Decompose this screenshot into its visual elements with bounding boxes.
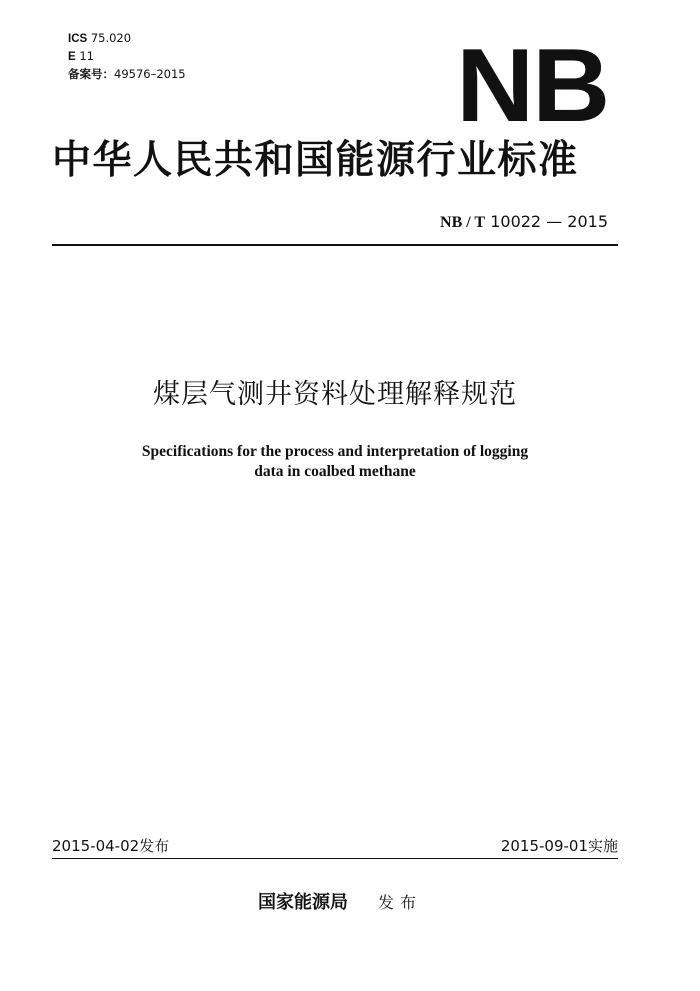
record-line [68, 66, 186, 84]
standard-code [440, 212, 608, 232]
class-line [68, 48, 186, 66]
implement-date: 2015-09-01实施 [500, 837, 618, 855]
record-label: 备案号： [68, 69, 114, 81]
class-value: 11 [79, 49, 94, 63]
issuer-action: 发布 [377, 893, 422, 912]
top-divider [52, 244, 618, 246]
title-en-line1: Specifications for the process and interpretation of logging [141, 443, 529, 460]
release-date: 2015-04-02发布 [52, 837, 170, 855]
issuer-org: 国家能源局 [257, 892, 348, 913]
title-en-line2: data in coalbed methane [254, 463, 416, 480]
document-title-cn: 煤层气测井资料处理解释规范 [153, 379, 517, 410]
class-label: E [68, 51, 76, 63]
ics-value: 75.020 [90, 31, 132, 45]
standard-code-prefix: NB / T [440, 214, 486, 231]
standard-code-number: 10022 — 2015 [490, 212, 608, 231]
ics-line [68, 30, 186, 48]
ics-label: ICS [68, 33, 88, 45]
standard-title: 中华人民共和国能源行业标准 [52, 137, 579, 183]
bottom-divider [52, 858, 618, 859]
nb-logo: NB [455, 28, 608, 144]
document-title-en [0, 442, 700, 482]
record-value: 49576–2015 [114, 67, 186, 81]
issuer-line [0, 888, 700, 914]
classification-block [68, 30, 186, 84]
